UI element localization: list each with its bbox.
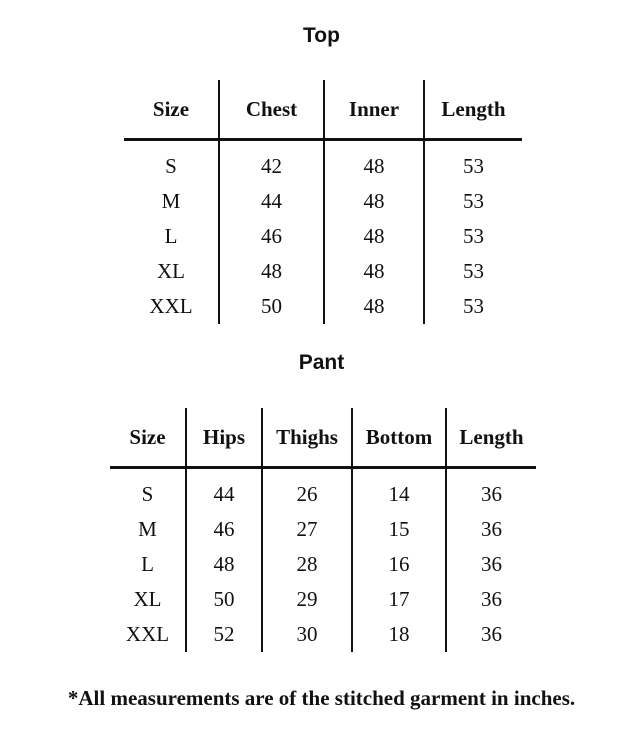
chest-cell: 48 [219, 254, 324, 289]
table-row [110, 582, 536, 617]
hips-cell: 50 [186, 582, 262, 617]
chest-cell: 50 [219, 289, 324, 324]
length-cell: 36 [446, 547, 536, 582]
header-row [124, 80, 522, 140]
thighs-cell: 26 [262, 477, 352, 512]
inner-cell: 48 [324, 219, 424, 254]
thighs-cell: 28 [262, 547, 352, 582]
bottom-cell: 14 [352, 477, 446, 512]
spacer-row [110, 468, 536, 478]
table-row [110, 547, 536, 582]
table-row [124, 219, 522, 254]
measurement-footnote: *All measurements are of the stitched garment in inches. [67, 686, 576, 710]
length-cell: 36 [446, 512, 536, 547]
header-size: Size [124, 80, 219, 140]
hips-cell: 48 [186, 547, 262, 582]
thighs-cell: 29 [262, 582, 352, 617]
table-row [124, 149, 522, 184]
table-row [110, 512, 536, 547]
header-inner: Inner [324, 80, 424, 140]
header-hips: Hips [186, 408, 262, 468]
bottom-cell: 18 [352, 617, 446, 652]
size-cell: L [141, 552, 154, 576]
hips-cell: 44 [186, 477, 262, 512]
length-cell: 36 [446, 477, 536, 512]
inner-cell: 48 [324, 289, 424, 324]
top-table-title: Top [303, 24, 340, 47]
hips-cell: 52 [186, 617, 262, 652]
bottom-cell: 15 [352, 512, 446, 547]
table-row [124, 184, 522, 219]
thighs-cell: 27 [262, 512, 352, 547]
length-cell: 36 [446, 617, 536, 652]
length-cell: 53 [424, 219, 522, 254]
size-cell: M [138, 517, 157, 541]
header-row [110, 408, 536, 468]
inner-cell: 48 [324, 184, 424, 219]
length-cell: 36 [446, 582, 536, 617]
length-cell: 53 [424, 149, 522, 184]
size-cell: XL [133, 587, 162, 611]
top-size-table [124, 80, 522, 324]
inner-cell: 48 [324, 149, 424, 184]
chest-cell: 44 [219, 184, 324, 219]
bottom-cell: 17 [352, 582, 446, 617]
header-chest: Chest [219, 80, 324, 140]
table-row [124, 254, 522, 289]
chest-cell: 42 [219, 149, 324, 184]
bottom-cell: 16 [352, 547, 446, 582]
chest-cell: 46 [219, 219, 324, 254]
header-size: Size [110, 408, 186, 468]
size-cell: M [161, 189, 181, 213]
length-cell: 53 [424, 184, 522, 219]
size-cell: XL [157, 259, 185, 283]
spacer-row [124, 140, 522, 150]
table-row [110, 617, 536, 652]
size-cell: XXL [125, 622, 170, 646]
length-cell: 53 [424, 289, 522, 324]
table-row [124, 289, 522, 324]
table-row [110, 477, 536, 512]
header-length: Length [424, 80, 522, 140]
thighs-cell: 30 [262, 617, 352, 652]
size-cell: S [165, 154, 177, 178]
header-thighs: Thighs [262, 408, 352, 468]
length-cell: 53 [424, 254, 522, 289]
header-length: Length [446, 408, 536, 468]
pant-table-title: Pant [298, 351, 345, 374]
inner-cell: 48 [324, 254, 424, 289]
size-cell: XXL [149, 294, 193, 318]
size-cell: L [164, 224, 178, 248]
size-cell: S [141, 482, 154, 506]
hips-cell: 46 [186, 512, 262, 547]
pant-size-table [110, 408, 536, 652]
header-bottom: Bottom [352, 408, 446, 468]
